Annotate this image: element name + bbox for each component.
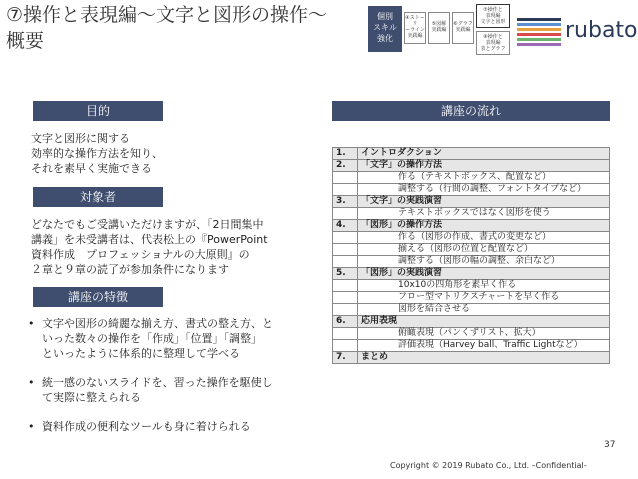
copyright-notice: Copyright © 2019 Rubato Co., Ltd. –Confidential- [390,461,587,470]
feature-line: といったように体系的に整理して学べる [42,347,240,360]
logo-stripe [517,23,561,26]
flow-row-number: 7. [333,352,358,364]
course-map-line: ーライン [405,27,425,33]
skill-box-line: スキル [373,23,397,32]
audience-line: ２章と９章の読了が参加条件になります [31,263,229,276]
course-map-item-current [476,4,510,28]
flow-section-row [333,220,610,232]
flow-section-row [333,268,610,280]
flow-section-row [333,160,610,172]
feature-item [28,419,318,434]
flow-row-number [333,340,358,352]
features-list [28,316,318,448]
flow-row-text: 「図形」の実践演習 [358,268,610,280]
logo-stripe [517,28,561,31]
course-map-item [452,12,474,44]
course-map-line: 文字と図形 [480,19,506,25]
flow-section-row [333,148,610,160]
flow-row-text: 図形を結合させる [358,304,610,316]
feature-line: • 資料作成の便利なツールも身に着けられる [42,420,251,433]
flow-subitem-row [333,340,610,352]
flow-subitem-row [333,280,610,292]
flow-subitem-row [333,292,610,304]
course-map-line: ⑤図解 [431,21,447,27]
feature-line: • 文字や図形の綺麗な揃え方、書式の整え方、と [42,317,273,330]
flow-row-number [333,172,358,184]
flow-row-number: 1. [333,148,358,160]
flow-section-row [333,316,610,328]
logo-stripe [517,33,561,36]
flow-subitem-row [333,232,610,244]
flow-row-number [333,232,358,244]
logo-stripe [517,18,561,21]
audience-text [31,217,331,277]
flow-row-number [333,208,358,220]
course-map-item [428,12,450,44]
page-number: 37 [604,440,616,450]
course-map-item [476,31,510,55]
flow-row-number [333,244,358,256]
audience-line: 講義」を未受講者は、代表松上の『PowerPoint [31,233,268,246]
logo-stripe [517,43,561,46]
logo-stripe [517,38,561,41]
flow-row-text: フロー型マトリクスチャートを早く作る [358,292,610,304]
page-title-line2: 概要 [6,30,45,52]
flow-row-text: 調整する（図形の幅の調整、余白など） [358,256,610,268]
flow-section-row [333,196,610,208]
page-title-line1: ⑦操作と表現編～文字と図形の操作～ [6,4,328,26]
course-map-line: 実践編 [431,27,447,33]
purpose-line: 文字と図形に関する [31,132,130,145]
flow-row-text: 作る（図形の作成、書式の変更など） [358,232,610,244]
audience-line: どなたでもご受講いただけますが、「2日間集中 [31,218,264,231]
feature-item [28,316,318,361]
flow-row-text: 俯瞰表現（パンくずリスト、拡大） [358,328,610,340]
purpose-text [31,131,321,176]
skill-box-line: 強化 [377,34,393,43]
flow-subitem-row [333,244,610,256]
course-map-line: 表とグラフ [480,46,506,52]
rubato-logo [515,14,638,48]
flow-subitem-row [333,256,610,268]
flow-row-text: 揃える（図形の位置と配置など） [358,244,610,256]
section-header-audience: 対象者 [33,187,163,207]
logo-text: rubato [565,18,638,43]
flow-row-text: 作る（テキストボックス、配置など） [358,172,610,184]
flow-row-text: 「文字」の操作方法 [358,160,610,172]
flow-row-text: 評価表現（Harvey ball、Traffic Lightなど） [358,340,610,352]
flow-row-number [333,328,358,340]
flow-row-text: 「図形」の操作方法 [358,220,610,232]
logo-mark-icon [515,14,563,48]
flow-row-number: 6. [333,316,358,328]
flow-row-number: 5. [333,268,358,280]
course-map-line: ⑧操作と [483,34,503,40]
flow-row-number: 2. [333,160,358,172]
course-map-line: ④ストーリ [405,15,425,27]
section-header-flow: 講座の流れ [332,101,610,121]
flow-row-number [333,280,358,292]
feature-line: て実際に整えられる [42,391,141,404]
skill-category-box [368,6,402,52]
feature-item [28,375,318,405]
flow-subitem-row [333,328,610,340]
flow-row-text: 調整する（行間の調整、フォントタイプなど） [358,184,610,196]
section-header-features: 講座の特徴 [33,287,163,307]
section-header-purpose: 目的 [33,101,163,121]
flow-row-number [333,256,358,268]
course-map-line: 表現編 [485,40,501,46]
course-map-line: 実践編 [455,27,471,33]
page-title [6,2,356,54]
flow-row-text: イントロダクション [358,148,610,160]
feature-line: いった数々の操作を「作成」「位置」「調整」 [42,332,262,345]
audience-line: 資料作成 プロフェッショナルの大原則』の [31,248,250,261]
course-map-item [404,12,426,44]
purpose-line: それを素早く実施できる [31,162,152,175]
flow-row-number: 4. [333,220,358,232]
course-map-line: 表現編 [485,13,501,19]
flow-row-text: 応用表現 [358,316,610,328]
flow-section-row [333,352,610,364]
course-map-line: 実践編 [407,33,423,39]
course-map-line: ⑦操作と [483,7,503,13]
flow-row-text: 「文字」の実践演習 [358,196,610,208]
flow-subitem-row [333,304,610,316]
course-map-line: ⑥グラフ [453,21,473,27]
course-flow-table [332,147,610,364]
flow-row-text: 10x10の四角形を素早く作る [358,280,610,292]
course-map [404,4,510,56]
skill-box-line: 個別 [377,12,393,21]
flow-row-number: 3. [333,196,358,208]
flow-subitem-row [333,172,610,184]
flow-row-text: まとめ [358,352,610,364]
flow-row-number [333,184,358,196]
feature-line: • 統一感のないスライドを、習った操作を駆使し [42,376,273,389]
purpose-line: 効率的な操作方法を知り、 [31,147,163,160]
flow-row-number [333,292,358,304]
flow-subitem-row [333,184,610,196]
flow-row-text: テキストボックスではなく図形を使う [358,208,610,220]
flow-subitem-row [333,208,610,220]
flow-row-number [333,304,358,316]
